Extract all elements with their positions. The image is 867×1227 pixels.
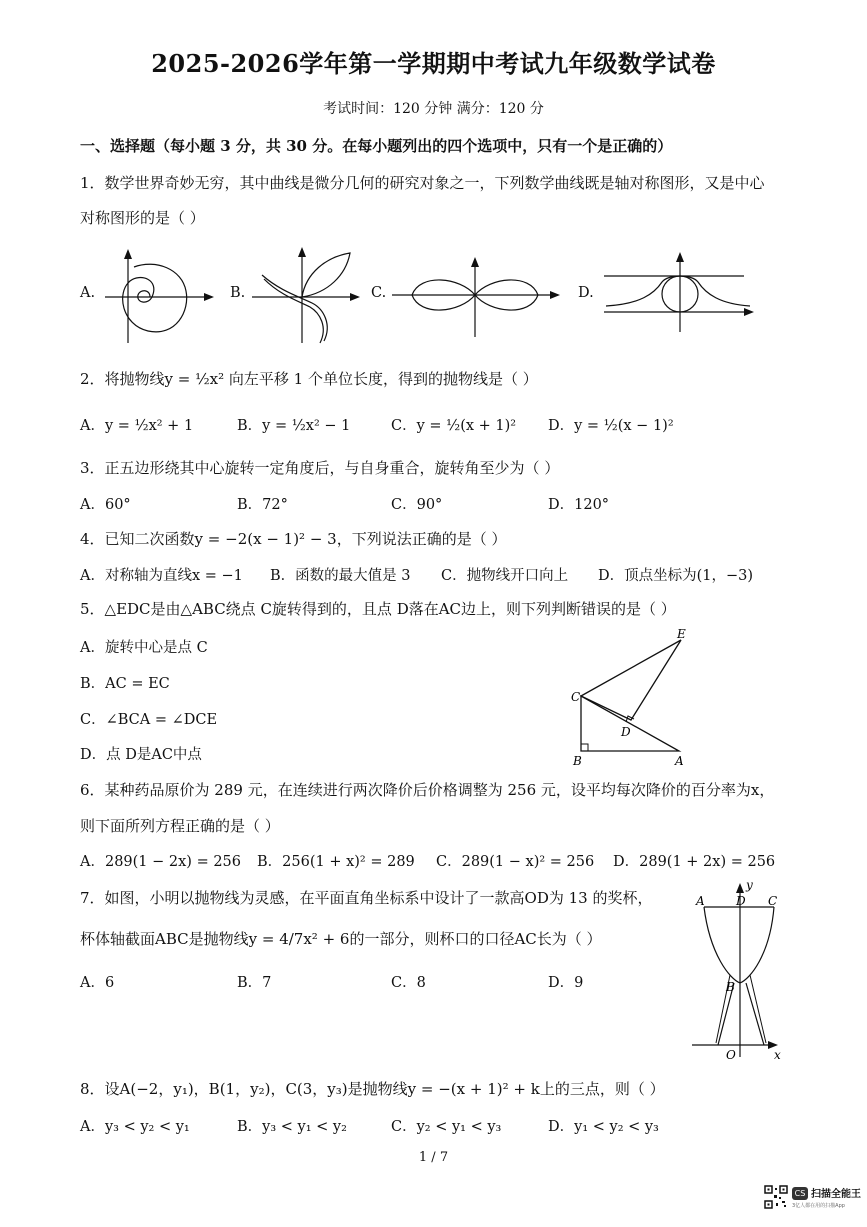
q7-line1: 7．如图，小明以抛物线为灵感，在平面直角坐标系中设计了一款高OD为 13 的奖杯，	[80, 889, 653, 907]
q3-option-d: D．120°	[548, 497, 610, 513]
q3-option-c: C．90°	[391, 497, 443, 513]
q7-line2: 杯体轴截面ABC是抛物线y = 4/7x² + 6的一部分，则杯口的口径AC长为（ ）	[80, 930, 602, 948]
q5-option-b: B．AC = EC	[80, 676, 170, 692]
q1-figure-d	[600, 250, 760, 335]
q6-option-d: D．289(1 + 2x) = 256	[613, 854, 776, 870]
q6-option-a: A．289(1 − 2x) = 256	[80, 854, 242, 870]
q3-option-b: B．72°	[237, 497, 288, 513]
q8-option-d: D．y₁ < y₂ < y₃	[548, 1119, 659, 1135]
q5-label-d: D	[621, 725, 631, 739]
q2-stem: 2．将抛物线y = ½x² 向左平移 1 个单位长度，得到的抛物线是（ ）	[80, 370, 538, 388]
q4-option-d: D．顶点坐标为(1，−3)	[598, 568, 754, 584]
q3-option-a: A．60°	[80, 497, 131, 513]
camscanner-tagline: 3亿人都在用的扫描App	[792, 1203, 845, 1209]
q1-line1: 1．数学世界奇妙无穷，其中曲线是微分几何的研究对象之一，下列数学曲线既是轴对称图形，又是中心	[80, 174, 765, 192]
camscanner-brand: 扫描全能王	[811, 1189, 861, 1200]
q4-option-b: B．函数的最大值是 3	[270, 568, 411, 584]
camscanner-logo-icon: CS	[792, 1187, 808, 1200]
q5-figure	[565, 625, 705, 770]
q3-stem: 3．正五边形绕其中心旋转一定角度后，与自身重合，旋转角至少为（ ）	[80, 459, 560, 477]
q1-option-d-label: D.	[578, 285, 594, 301]
q4-option-c: C．抛物线开口向上	[441, 568, 569, 584]
q1-option-b-label: B.	[230, 285, 246, 301]
q6-line1: 6．某种药品原价为 289 元，在连续进行两次降价后价格调整为 256 元，设平均每次降价的百分率为x，	[80, 781, 775, 799]
q7-option-b: B．7	[237, 975, 272, 991]
q1-option-c-label: C.	[371, 285, 387, 301]
q7-label-o: O	[726, 1048, 736, 1062]
q1-figure-a	[100, 245, 220, 345]
q5-label-c: C	[571, 690, 581, 704]
exam-title: 2025-2026学年第一学期期中考试九年级数学试卷	[151, 49, 716, 78]
q7-label-c: C	[768, 894, 778, 908]
q7-figure	[688, 875, 788, 1065]
section-heading: 一、选择题（每小题 3 分，共 30 分。在每小题列出的四个选项中，只有一个是正确的）	[80, 137, 673, 155]
q1-figure-c	[390, 255, 570, 340]
q5-label-b: B	[573, 754, 582, 768]
qr-code-icon	[764, 1185, 788, 1209]
q8-stem: 8．设A(−2，y₁)，B(1，y₂)，C(3，y₃)是抛物线y = −(x + 1)² + k上的三点，则（ ）	[80, 1080, 665, 1098]
exam-subtitle: 考试时间：120 分钟 满分：120 分	[323, 101, 544, 117]
q7-label-b: B	[726, 980, 735, 994]
q8-option-c: C．y₂ < y₁ < y₃	[391, 1119, 502, 1135]
q4-stem: 4．已知二次函数y = −2(x − 1)² − 3，下列说法正确的是（ ）	[80, 530, 507, 548]
q7-label-y: y	[746, 878, 753, 892]
q7-option-d: D．9	[548, 975, 584, 991]
q5-option-c: C．∠BCA = ∠DCE	[80, 712, 218, 728]
q5-label-a: A	[675, 754, 684, 768]
q1-line2: 对称图形的是（ ）	[80, 209, 205, 227]
q5-stem: 5．△EDC是由△ABC绕点 C旋转得到的，且点 D落在AC边上，则下列判断错误的是（ ）	[80, 600, 676, 618]
q2-option-b: B．y = ½x² − 1	[237, 418, 351, 434]
q2-option-a: A．y = ½x² + 1	[80, 418, 194, 434]
q5-option-d: D．点 D是AC中点	[80, 747, 202, 763]
q1-figure-b	[250, 245, 365, 345]
q4-option-a: A．对称轴为直线x = −1	[80, 568, 243, 584]
q5-label-e: E	[677, 627, 686, 641]
q7-option-a: A．6	[80, 975, 115, 991]
q6-option-b: B．256(1 + x)² = 289	[257, 854, 415, 870]
q7-label-d: D	[736, 894, 746, 908]
q7-label-a: A	[696, 894, 705, 908]
q6-line2: 则下面所列方程正确的是（ ）	[80, 817, 280, 835]
q1-option-a-label: A.	[80, 285, 96, 301]
q2-option-d: D．y = ½(x − 1)²	[548, 418, 674, 434]
page-number: 1 / 7	[418, 1150, 449, 1165]
q6-option-c: C．289(1 − x)² = 256	[436, 854, 595, 870]
q7-label-x: x	[774, 1048, 781, 1062]
q7-option-c: C．8	[391, 975, 426, 991]
q5-option-a: A．旋转中心是点 C	[80, 640, 208, 656]
q2-option-c: C．y = ½(x + 1)²	[391, 418, 517, 434]
q8-option-b: B．y₃ < y₁ < y₂	[237, 1119, 347, 1135]
q8-option-a: A．y₃ < y₂ < y₁	[80, 1119, 190, 1135]
